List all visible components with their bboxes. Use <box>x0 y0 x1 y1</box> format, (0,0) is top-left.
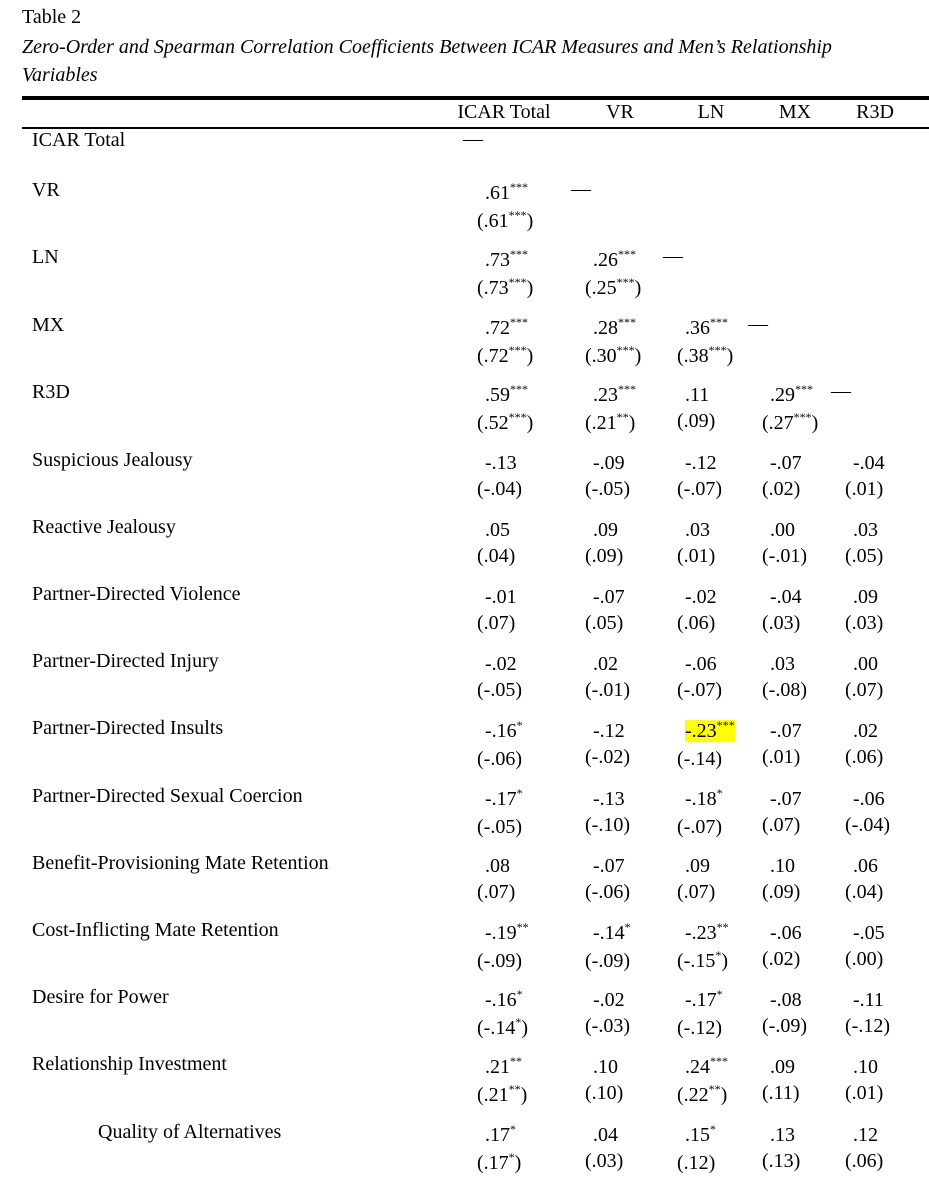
table-caption-title-continued: Variables <box>22 64 98 86</box>
spearman-value: (.09) <box>762 881 801 903</box>
correlation-value: .10 <box>593 1056 618 1078</box>
table-cell <box>477 1122 521 1178</box>
table-top-rule <box>22 96 929 100</box>
table-cell <box>845 651 883 703</box>
correlation-value: .06 <box>853 855 878 877</box>
correlation-value: -.08 <box>770 989 802 1011</box>
spearman-value: (.38***) <box>677 343 734 367</box>
correlation-value: -.06 <box>685 653 717 675</box>
spearman-value: (.03) <box>845 612 884 634</box>
table-cell <box>585 718 630 770</box>
table-cell <box>762 450 802 502</box>
spearman-value: (.25***) <box>585 275 642 299</box>
correlation-value: .72*** <box>485 315 528 339</box>
correlation-value: .36*** <box>685 315 728 339</box>
row-label: LN <box>32 246 59 268</box>
table-cell <box>585 450 630 502</box>
spearman-value: (-.05) <box>585 478 630 500</box>
correlation-value: .15* <box>685 1122 716 1146</box>
spearman-value: (.07) <box>762 814 801 836</box>
table-cell <box>677 1122 716 1176</box>
spearman-value: (.12) <box>677 1152 716 1174</box>
correlation-value: .17* <box>485 1122 516 1146</box>
table-cell <box>845 1122 883 1174</box>
correlation-value: -.18* <box>685 786 723 810</box>
correlation-value: -.09 <box>593 452 625 474</box>
spearman-value: (.22**) <box>677 1082 728 1106</box>
correlation-value: -.07 <box>770 788 802 810</box>
spearman-value: (-.04) <box>477 478 522 500</box>
correlation-value: .10 <box>770 855 795 877</box>
spearman-value: (-.05) <box>477 816 522 838</box>
correlation-value: .26*** <box>593 247 636 271</box>
column-header: MX <box>778 101 812 123</box>
spearman-value: (-.08) <box>762 679 807 701</box>
table-cell <box>477 382 533 438</box>
correlation-value: -.01 <box>485 586 517 608</box>
correlation-value: .10 <box>853 1056 878 1078</box>
correlation-value: — <box>831 380 851 402</box>
table-cell <box>585 651 630 703</box>
correlation-value: -.17* <box>685 987 723 1011</box>
spearman-value: (.52***) <box>477 410 534 434</box>
spearman-value: (-.07) <box>677 679 722 701</box>
correlation-value: .11 <box>685 384 710 406</box>
table-cell <box>845 853 883 905</box>
table-cell <box>585 987 630 1039</box>
spearman-value: (-.03) <box>585 1015 630 1037</box>
correlation-value: .03 <box>853 519 878 541</box>
row-label: R3D <box>32 381 70 403</box>
table-cell <box>477 786 523 840</box>
correlation-value: -.02 <box>485 653 517 675</box>
spearman-value: (.07) <box>477 612 516 634</box>
spearman-value: (.06) <box>677 612 716 634</box>
row-label: VR <box>32 179 60 201</box>
table-cell <box>677 382 715 434</box>
correlation-value: -.04 <box>853 452 885 474</box>
spearman-value: (-.07) <box>677 478 722 500</box>
spearman-value: (-.12) <box>677 1017 722 1039</box>
table-cell <box>845 1054 883 1106</box>
correlation-value: -.02 <box>593 989 625 1011</box>
spearman-value: (.06) <box>845 746 884 768</box>
correlation-value: .03 <box>770 653 795 675</box>
spearman-value: (-.14) <box>677 748 722 770</box>
table-cell <box>477 987 528 1043</box>
row-label: Cost-Inflicting Mate Retention <box>32 919 279 941</box>
table-cell <box>762 651 807 703</box>
row-label: Desire for Power <box>32 986 169 1008</box>
spearman-value: (.02) <box>762 948 801 970</box>
correlation-value: -.06 <box>853 788 885 810</box>
spearman-value: (.01) <box>845 478 884 500</box>
spearman-value: (-.09) <box>477 950 522 972</box>
correlation-value: -.11 <box>853 989 884 1011</box>
spearman-value: (.02) <box>762 478 801 500</box>
correlation-value: -.14* <box>593 920 631 944</box>
correlation-value: -.19** <box>485 920 529 944</box>
spearman-value: (-.05) <box>477 679 522 701</box>
correlation-value: .09 <box>853 586 878 608</box>
spearman-value: (.01) <box>845 1082 884 1104</box>
table-cell <box>585 1122 623 1174</box>
spearman-value: (.30***) <box>585 343 642 367</box>
table-cell <box>677 718 735 772</box>
row-label: Reactive Jealousy <box>32 516 176 538</box>
table-cell <box>831 378 851 404</box>
correlation-value: .08 <box>485 855 510 877</box>
correlation-value: .29*** <box>770 382 813 406</box>
correlation-value: -.23*** <box>685 718 735 742</box>
table-cell <box>477 180 533 236</box>
table-cell <box>585 315 641 371</box>
spearman-value: (.00) <box>845 948 884 970</box>
row-label: Partner-Directed Violence <box>32 583 241 605</box>
row-label: MX <box>32 314 65 336</box>
table-cell <box>762 1054 800 1106</box>
table-cell <box>762 987 807 1039</box>
table-cell <box>477 450 522 502</box>
correlation-value: — <box>748 313 768 335</box>
row-label: ICAR Total <box>32 129 126 151</box>
spearman-value: (.07) <box>677 881 716 903</box>
correlation-value: .00 <box>853 653 878 675</box>
table-cell <box>585 853 630 905</box>
spearman-value: (-.06) <box>585 881 630 903</box>
spearman-value: (.11) <box>762 1082 800 1104</box>
column-header: LN <box>697 101 725 123</box>
table-cell <box>477 651 522 703</box>
correlation-value: .59*** <box>485 382 528 406</box>
correlation-value: .02 <box>593 653 618 675</box>
spearman-value: (.17*) <box>477 1150 522 1174</box>
table-cell <box>677 987 723 1041</box>
spearman-value: (-.15*) <box>677 948 728 972</box>
spearman-value: (-.10) <box>585 814 630 836</box>
table-cell <box>477 718 523 772</box>
correlation-value: .21** <box>485 1054 522 1078</box>
table-cell <box>677 450 722 502</box>
row-label: Suspicious Jealousy <box>32 449 193 471</box>
row-label: Quality of Alternatives <box>98 1121 282 1143</box>
correlation-value: .23*** <box>593 382 636 406</box>
table-cell <box>845 450 885 502</box>
table-caption-title: Zero-Order and Spearman Correlation Coefficients Between ICAR Measures and Men’s Relationship <box>22 36 832 58</box>
table-cell <box>585 247 641 303</box>
spearman-value: (.10) <box>585 1082 624 1104</box>
table-cell <box>585 920 631 974</box>
correlation-value: -.05 <box>853 922 885 944</box>
table-cell <box>762 584 802 636</box>
spearman-value: (.61***) <box>477 208 534 232</box>
correlation-value: .13 <box>770 1124 795 1146</box>
table-cell <box>585 786 630 838</box>
table-cell <box>677 651 722 703</box>
table-cell <box>477 853 515 905</box>
spearman-value: (.01) <box>762 746 801 768</box>
row-label: Partner-Directed Sexual Coercion <box>32 785 303 807</box>
spearman-value: (-.01) <box>585 679 630 701</box>
table-cell <box>677 920 729 976</box>
row-label: Relationship Investment <box>32 1053 227 1075</box>
correlation-value: .02 <box>853 720 878 742</box>
spearman-value: (.73***) <box>477 275 534 299</box>
spearman-value: (.27***) <box>762 410 819 434</box>
correlation-value: -.06 <box>770 922 802 944</box>
spearman-value: (.13) <box>762 1150 801 1172</box>
column-header: ICAR Total <box>457 101 551 123</box>
table-cell <box>762 382 818 438</box>
table-cell <box>463 126 483 152</box>
correlation-value: .03 <box>685 519 710 541</box>
correlation-value: -.07 <box>770 452 802 474</box>
correlation-value: -.12 <box>593 720 625 742</box>
spearman-value: (-.02) <box>585 746 630 768</box>
correlation-value: .09 <box>593 519 618 541</box>
table-cell <box>845 786 890 838</box>
column-header: VR <box>606 101 634 123</box>
spearman-value: (.03) <box>585 1150 624 1172</box>
spearman-value: (.04) <box>845 881 884 903</box>
correlation-value: .05 <box>485 519 510 541</box>
correlation-value: -.13 <box>485 452 517 474</box>
table-cell <box>762 786 802 838</box>
correlation-value: -.13 <box>593 788 625 810</box>
spearman-value: (.05) <box>585 612 624 634</box>
table-cell <box>477 517 515 569</box>
table-cell <box>677 517 715 569</box>
spearman-value: (-.09) <box>762 1015 807 1037</box>
correlation-value: .00 <box>770 519 795 541</box>
correlation-value: — <box>663 245 683 267</box>
table-cell <box>677 584 717 636</box>
correlation-value: -.07 <box>593 855 625 877</box>
table-cell <box>477 1054 527 1110</box>
table-cell <box>663 243 683 269</box>
spearman-value: (.06) <box>845 1150 884 1172</box>
table-cell <box>845 920 885 972</box>
spearman-value: (-.04) <box>845 814 890 836</box>
correlation-value: .73*** <box>485 247 528 271</box>
correlation-value: .61*** <box>485 180 528 204</box>
table-cell <box>677 853 715 905</box>
correlation-value: .09 <box>685 855 710 877</box>
spearman-value: (.05) <box>845 545 884 567</box>
spearman-value: (-.14*) <box>477 1015 528 1039</box>
spearman-value: (.03) <box>762 612 801 634</box>
spearman-value: (.21**) <box>477 1082 528 1106</box>
table-cell <box>477 584 517 636</box>
table-cell <box>585 1054 623 1106</box>
row-label: Benefit-Provisioning Mate Retention <box>32 852 329 874</box>
spearman-value: (-.06) <box>477 748 522 770</box>
spearman-value: (.72***) <box>477 343 534 367</box>
correlation-value: -.16* <box>485 718 523 742</box>
row-label: Partner-Directed Injury <box>32 650 219 672</box>
spearman-value: (.07) <box>845 679 884 701</box>
correlation-value: -.07 <box>770 720 802 742</box>
correlation-value: .28*** <box>593 315 636 339</box>
correlation-value: .09 <box>770 1056 795 1078</box>
spearman-value: (.21**) <box>585 410 636 434</box>
table-cell <box>762 1122 800 1174</box>
table-cell <box>477 247 533 303</box>
table-cell <box>477 920 529 974</box>
spearman-value: (.07) <box>477 881 516 903</box>
table-cell <box>845 987 890 1039</box>
table-cell <box>585 382 636 438</box>
table-cell <box>845 517 883 569</box>
table-cell <box>677 1054 728 1110</box>
spearman-value: (-.09) <box>585 950 630 972</box>
table-cell <box>845 718 883 770</box>
spearman-value: (.09) <box>677 410 716 432</box>
table-cell <box>585 584 625 636</box>
correlation-value: .24*** <box>685 1054 728 1078</box>
spearman-value: (-.07) <box>677 816 722 838</box>
table-cell <box>748 311 768 337</box>
correlation-value: — <box>463 128 483 150</box>
spearman-value: (.01) <box>677 545 716 567</box>
correlation-value: .04 <box>593 1124 618 1146</box>
table-cell <box>677 315 733 371</box>
spearman-value: (-.01) <box>762 545 807 567</box>
correlation-value: .12 <box>853 1124 878 1146</box>
table-cell <box>762 853 800 905</box>
table-caption-number: Table 2 <box>22 6 82 28</box>
correlation-value: -.07 <box>593 586 625 608</box>
correlation-value: -.23** <box>685 920 729 944</box>
correlation-value: -.04 <box>770 586 802 608</box>
table-cell <box>677 786 723 840</box>
table-cell <box>477 315 533 371</box>
spearman-value: (.04) <box>477 545 516 567</box>
table-cell <box>762 920 802 972</box>
spearman-value: (-.12) <box>845 1015 890 1037</box>
table-cell <box>762 517 807 569</box>
correlation-value: — <box>571 178 591 200</box>
correlation-value: -.12 <box>685 452 717 474</box>
table-cell <box>762 718 802 770</box>
table-cell <box>845 584 883 636</box>
table-cell <box>571 176 591 202</box>
row-label: Partner-Directed Insults <box>32 717 224 739</box>
correlation-value: -.16* <box>485 987 523 1011</box>
table-cell <box>585 517 623 569</box>
spearman-value: (.09) <box>585 545 624 567</box>
column-header: R3D <box>856 101 894 123</box>
correlation-value: -.02 <box>685 586 717 608</box>
correlation-value: -.17* <box>485 786 523 810</box>
